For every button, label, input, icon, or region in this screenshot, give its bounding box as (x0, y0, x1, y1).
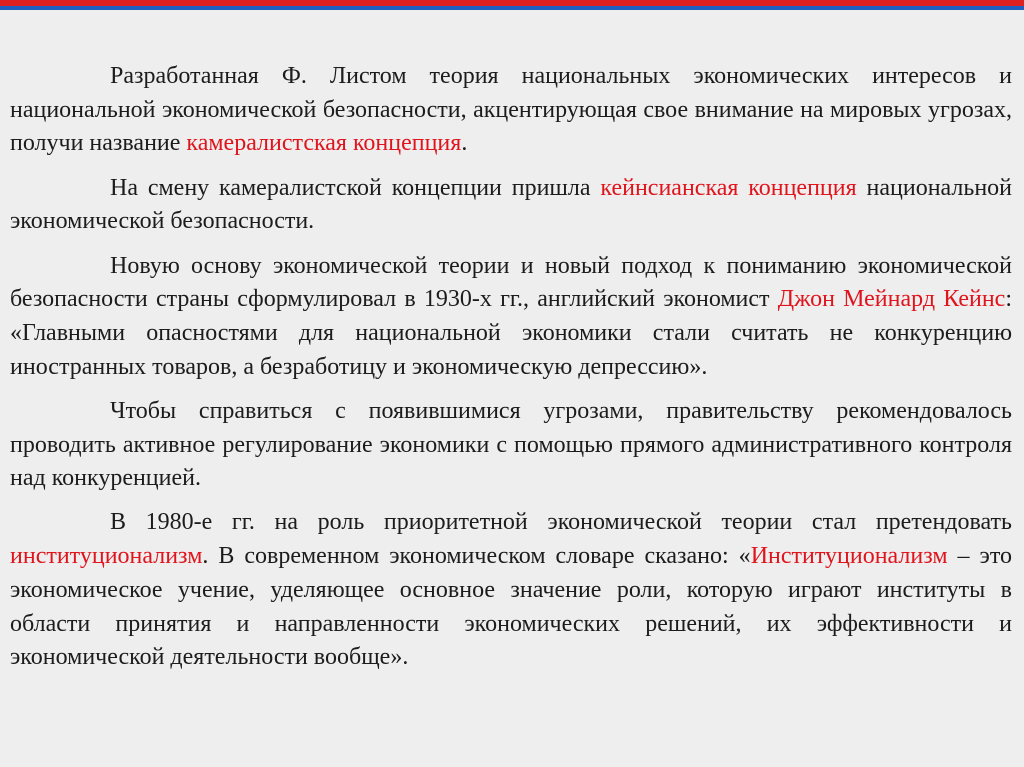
slide-body (10, 60, 1012, 685)
highlight-term-john-maynard-keynes: Джон Мейнард Кейнс (777, 286, 1006, 313)
paragraph-keynes (10, 250, 1012, 385)
text-segment: национальной экономической безопасности. (10, 174, 1013, 235)
text-segment: . (461, 130, 468, 157)
text-segment: В 1980-е гг. на роль приоритетной экономической теории стал претендовать (110, 509, 1012, 536)
top-stripe-blue (0, 6, 1024, 10)
text-segment: Чтобы справиться с появившимися угрозами, правительству рекомендовалось проводить активное регулирование экономики с помощью прямого административного контроля над конкуренцией. (10, 397, 1012, 492)
paragraph-keynesian (10, 172, 1012, 239)
paragraph-institutionalism (10, 506, 1012, 675)
paragraph-regulation (10, 395, 1012, 496)
highlight-term-institutionalism-quote: Институционализм (750, 543, 948, 570)
highlight-term-cameralist-concept: камералистская концепция (186, 130, 462, 157)
text-segment: Разработанная Ф. Листом теория национальных экономических интересов и национальной экономической безопасности, акцентирующая свое внимание на мировых угрозах, получи название (10, 63, 1012, 157)
highlight-term-institutionalism: институционализм (10, 543, 203, 570)
paragraph-cameralist (10, 60, 1012, 161)
text-segment: . В современном экономическом словаре сказано: « (202, 543, 751, 570)
highlight-term-keynesian-concept: кейнсианская концепция (600, 174, 857, 201)
text-segment: На смену камералистской концепции пришла (110, 174, 601, 201)
text-segment: : «Главными опасностями для национальной экономики стали считать не конкуренцию иностранных товаров, а безработицу и экономическую депрессию». (10, 286, 1012, 380)
text-segment: Новую основу экономической теории и новый подход к пониманию экономической безопасности страны сформулировал в 1930-х гг., английский экономист (10, 252, 1012, 313)
text-segment: – это экономическое учение, уделяющее основное значение роли, которую играют институты в области принятия и направленности экономических решений, их эффективности и экономической деятельности вообще». (10, 543, 1012, 671)
